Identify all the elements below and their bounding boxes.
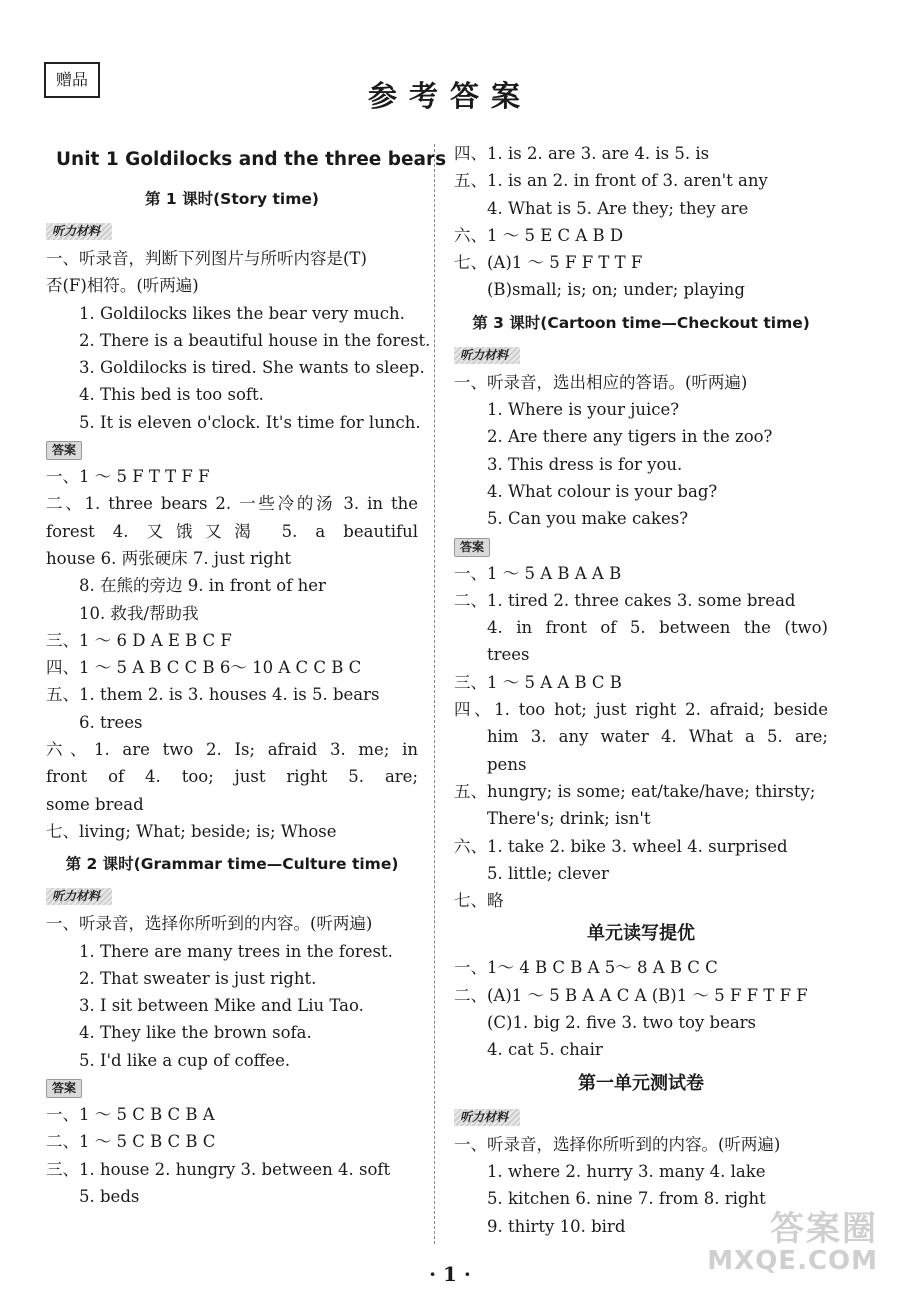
lesson-heading: 第 2 课时(Grammar time—Culture time) xyxy=(65,855,399,874)
answer-line: 5. It is eleven o'clock. It's time for lunch. xyxy=(79,412,421,432)
answer-line: There's; drink; isn't xyxy=(487,809,651,829)
answer-line: 5. little; clever xyxy=(487,863,609,883)
answer-line: 5. I'd like a cup of coffee. xyxy=(79,1050,291,1070)
answer-line: 3. I sit between Mike and Liu Tao. xyxy=(79,996,364,1016)
answer-line: 五、1. is an 2. in front of 3. aren't any xyxy=(454,171,768,191)
answer-line: 4. This bed is too soft. xyxy=(79,385,264,405)
answer-line: 2. That sweater is just right. xyxy=(79,968,317,988)
answer-line: 一、听录音，选择你所听到的内容。(听两遍) xyxy=(46,914,373,934)
answer-line: 四、1. is 2. are 3. are 4. is 5. is xyxy=(454,144,710,163)
answer-line: 2. Are there any tigers in the zoo? xyxy=(487,427,773,447)
right-column xyxy=(454,140,828,1240)
left-column xyxy=(46,140,447,1210)
answer-line: 4. They like the brown sofa. xyxy=(79,1023,312,1043)
answer-line: 二、1. tired 2. three cakes 3. some bread xyxy=(454,590,796,610)
answer-line: 一、1 ～ 5 A B A A B xyxy=(454,563,622,583)
answer-line: 10. 救我/帮助我 xyxy=(79,603,199,623)
answer-line: forest 4. 又饿又渴 5. a beautiful xyxy=(46,521,418,541)
listening-material-tag xyxy=(454,1104,828,1131)
answer-line: 4. in front of 5. between the (two) xyxy=(487,618,828,638)
answer-line: 1. where 2. hurry 3. many 4. lake xyxy=(487,1161,766,1181)
answer-line: 否(F)相符。(听两遍) xyxy=(46,276,199,296)
lesson-heading: 第 3 课时(Cartoon time—Checkout time) xyxy=(472,313,810,332)
answer-line: (B)small; is; on; under; playing xyxy=(487,280,745,300)
answer-tag xyxy=(46,436,418,463)
answer-line: some bread xyxy=(46,794,144,814)
section-heading: 单元读写提优 xyxy=(587,923,695,945)
tag-label: 答案 xyxy=(46,441,82,460)
page-number: · 1 · xyxy=(429,1262,471,1286)
listening-material-tag xyxy=(454,342,828,369)
answer-line: pens xyxy=(487,754,527,774)
answer-line: 六、1. are two 2. Is; afraid 3. me; in xyxy=(46,740,418,760)
answer-line: 6. trees xyxy=(79,712,143,732)
answer-line: 一、听录音，选出相应的答语。(听两遍) xyxy=(454,372,748,392)
answer-line: house 6. 两张硬床 7. just right xyxy=(46,548,291,568)
answer-line: 四、1 ～ 5 A B C C B 6～ 10 A C C B C xyxy=(46,658,362,678)
listening-material-tag xyxy=(46,218,418,245)
answer-line: 七、略 xyxy=(454,891,504,911)
tag-label: 听力材料 xyxy=(454,1109,520,1126)
answer-line: 二、(A)1 ～ 5 B A A C A (B)1 ～ 5 F F T F F xyxy=(454,985,808,1005)
answer-tag xyxy=(454,533,828,560)
answer-line: 4. cat 5. chair xyxy=(487,1040,603,1060)
tag-label: 答案 xyxy=(454,538,490,557)
answer-line: 9. thirty 10. bird xyxy=(487,1216,626,1236)
answer-line: 三、1. house 2. hungry 3. between 4. soft xyxy=(46,1159,391,1179)
answer-line: trees xyxy=(487,645,530,665)
answer-line: him 3. any water 4. What a 5. are; xyxy=(487,727,828,747)
answer-line: 1. Goldilocks likes the bear very much. xyxy=(79,303,405,323)
tag-label: 答案 xyxy=(46,1079,82,1098)
answer-line: 5. Can you make cakes? xyxy=(487,509,689,529)
answer-line: 一、1 ～ 5 C B C B A xyxy=(46,1105,215,1125)
unit-heading: Unit 1 Goldilocks and the three bears xyxy=(56,149,447,170)
answer-line: 1. Where is your juice? xyxy=(487,400,680,420)
page-title: 参考答案 xyxy=(367,79,532,113)
answer-line: 一、1～ 4 B C B A 5～ 8 A B C C xyxy=(454,958,718,978)
answer-line: (C)1. big 2. five 3. two toy bears xyxy=(487,1013,757,1033)
answer-line: 5. beds xyxy=(79,1186,140,1206)
answer-line: 5. kitchen 6. nine 7. from 8. right xyxy=(487,1189,766,1209)
lesson-heading: 第 1 课时(Story time) xyxy=(145,190,319,208)
listening-material-tag xyxy=(46,883,418,910)
answer-line: 七、(A)1 ～ 5 F F T T F xyxy=(454,253,643,273)
column-divider xyxy=(434,144,435,1244)
tag-label: 听力材料 xyxy=(46,888,112,905)
tag-label: 听力材料 xyxy=(46,223,112,240)
answer-line: front of 4. too; just right 5. are; xyxy=(46,767,418,787)
answer-line: 一、听录音，判断下列图片与所听内容是(T) xyxy=(46,249,367,268)
gift-badge: 赠品 xyxy=(44,62,100,98)
answer-line: 四、1. too hot; just right 2. afraid; beside xyxy=(454,700,828,720)
answer-line: 六、1. take 2. bike 3. wheel 4. surprised xyxy=(454,836,788,856)
answer-line: 4. What colour is your bag? xyxy=(487,481,718,501)
section-heading: 第一单元测试卷 xyxy=(578,1072,704,1094)
answer-line: 三、1 ～ 6 D A E B C F xyxy=(46,630,232,650)
answer-line: 一、听录音，选择你所听到的内容。(听两遍) xyxy=(454,1134,781,1154)
answer-line: 五、1. them 2. is 3. houses 4. is 5. bears xyxy=(46,685,380,705)
answer-line: 一、1 ～ 5 F T T F F xyxy=(46,467,210,487)
answer-line: 2. There is a beautiful house in the forest. xyxy=(79,330,431,350)
answer-line: 1. There are many trees in the forest. xyxy=(79,941,393,961)
answer-line: 二、1 ～ 5 C B C B C xyxy=(46,1132,216,1152)
answer-line: 六、1 ～ 5 E C A B D xyxy=(454,225,624,245)
answer-line: 二、1. three bears 2. 一些冷的汤 3. in the xyxy=(46,494,418,514)
answer-line: 3. This dress is for you. xyxy=(487,454,683,474)
tag-label: 听力材料 xyxy=(454,347,520,364)
answer-line: 五、hungry; is some; eat/take/have; thirsty; xyxy=(454,781,816,801)
answer-line: 七、living; What; beside; is; Whose xyxy=(46,821,337,841)
answer-line: 4. What is 5. Are they; they are xyxy=(487,198,749,218)
answer-tag xyxy=(46,1074,418,1101)
answer-line: 8. 在熊的旁边 9. in front of her xyxy=(79,576,326,596)
watermark-logo: 答案圈 MXQE.COM xyxy=(707,1209,878,1276)
answer-line: 三、1 ～ 5 A A B C B xyxy=(454,672,622,692)
answer-line: 3. Goldilocks is tired. She wants to sleep. xyxy=(79,358,425,378)
